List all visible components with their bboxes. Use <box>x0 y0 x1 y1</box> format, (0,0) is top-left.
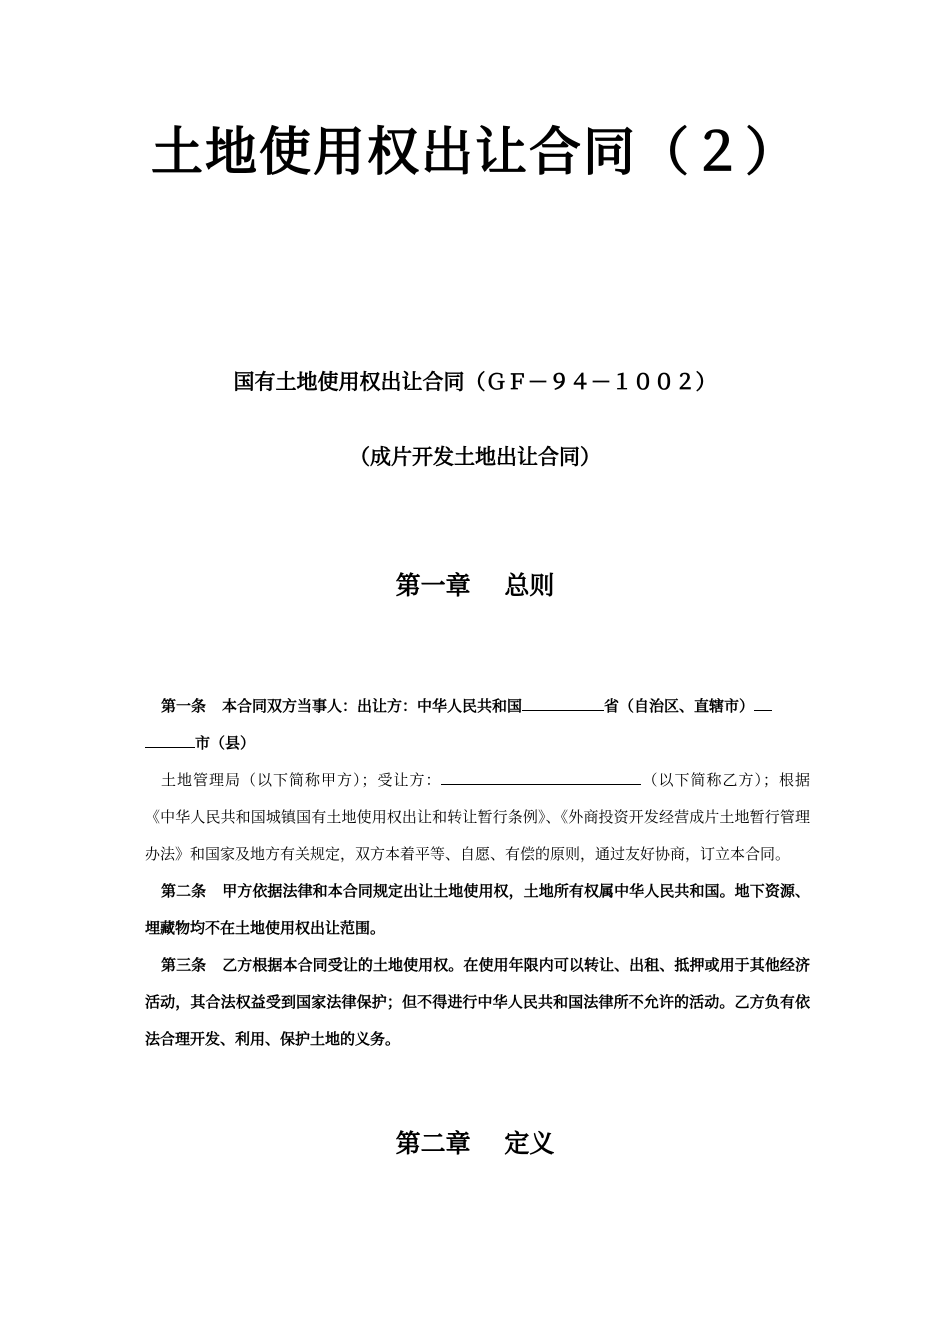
article-1-part-a: 本合同双方当事人：出让方：中华人民共和国 <box>222 697 523 715</box>
article-3-number: 第三条 <box>161 956 207 974</box>
article-1-continuation <box>145 762 810 873</box>
article-3 <box>145 947 810 1058</box>
article-3-text: 乙方根据本合同受让的土地使用权。在使用年限内可以转让、出租、抵押或用于其他经济活动，其合法权益受到国家法律保护；但不得进行中华人民共和国法律所不允许的活动。乙方负有依法合理开发、利用、保护土地的义务。 <box>145 956 810 1048</box>
chapter-1-heading: 第一章 总则 <box>395 571 555 600</box>
article-1-part-b: 省（自治区、直辖市） <box>604 697 755 715</box>
chapter-1-body <box>145 688 810 1058</box>
article-2-text: 甲方依据法律和本合同规定出让土地使用权，土地所有权属中华人民共和国。地下资源、埋藏物均不在土地使用权出让范围。 <box>145 882 810 937</box>
city-blank-end <box>145 732 195 748</box>
chapter-2-heading: 第二章 定义 <box>395 1129 555 1158</box>
article-1-part-e: （以下简称乙方）；根据《中华人民共和国城镇国有土地使用权出让和转让暂行条例》、《外商投资开发经营成片土地暂行管理办法》和国家及地方有关规定，双方本着平等、自愿、有偿的原则，通过友好协商，订立本合同。 <box>145 771 810 863</box>
province-blank <box>522 695 604 711</box>
transferee-blank <box>441 769 641 785</box>
contract-type-subtitle: （成片开发土地出让合同） <box>349 445 601 469</box>
article-1-part-c: 市（县） <box>195 734 256 752</box>
article-2-number: 第二条 <box>161 882 207 900</box>
contract-code-subtitle: 国有土地使用权出让合同（ＧＦ－９４－１００２） <box>233 370 717 394</box>
article-1-number: 第一条 <box>161 697 207 715</box>
article-2 <box>145 873 810 947</box>
article-1-second-line <box>145 725 810 762</box>
article-1-first-line <box>145 688 810 725</box>
document-title: 土地使用权出让合同（２） <box>150 123 799 183</box>
article-1-part-d: 土地管理局（以下简称甲方）；受让方： <box>161 771 442 789</box>
city-blank-start <box>754 695 772 711</box>
